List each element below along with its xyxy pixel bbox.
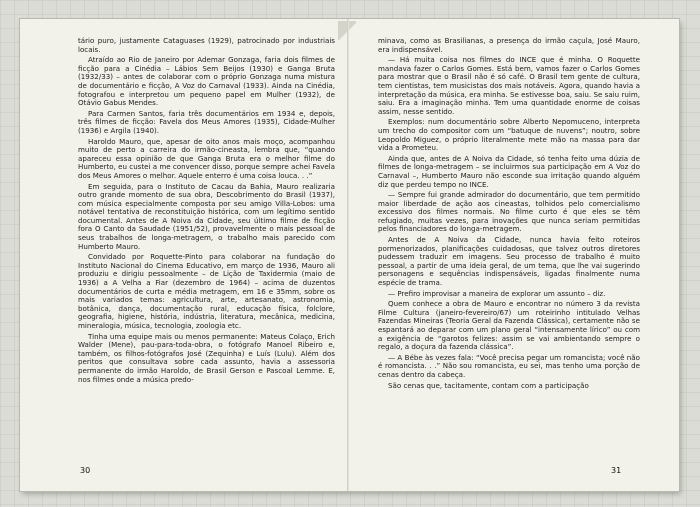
paragraph: Convidado por Roquette-Pinto para colaborar na fundação do Instituto Nacional do Cinema Educativo, em março de 1936, Mauro ali produziu e dirigiu pessoalmente – de Lição de Taxidermia (maio de 1936) a A Velha a Fiar (dezembro de 1964) – acima de duzentos documentários de curta e média metragem, em 16 e 35mm, sobre os mais variados temas: agricultura, arte, artesanato, astronomia, botânica, dança, documentação rural, educação física, folclore, geografia, higiene, história, indústria, literatura, mecânica, medicina, mineralogia, música, tecnologia, zoologia etc.: [78, 252, 335, 330]
left-page: [78, 37, 335, 477]
paragraph: — Há muita coisa nos filmes do INCE que é minha. O Roquette mandava fazer o Carlos Gomes. Está bem, vamos fazer o Carlos Gomes para mostrar que o Brasil não é só café. O Brasil tem gente de cultura, tem cientistas, tem musicistas dos mais notáveis. Agora, quando havia a interpretação da música, era minha. Se estivesse boa, saiu. Se saiu ruim, saiu. Era a imaginação minha. Tem uma quantidade enorme de coisas assim, nesse sentido.: [378, 55, 640, 116]
paragraph: — Sempre fui grande admirador do documentário, que tem permitido maior liberdade de ação aos cineastas, tolhidos pelo comercialismo excessivo dos filmes normais. No filme curto é que eles se têm refugiado, muitas vezes, para inovações que nunca seriam permitidas pelos financiadores do longa-metragem.: [378, 190, 640, 234]
paragraph: — Prefiro improvisar a maneira de explorar um assunto – diz.: [388, 288, 606, 298]
paragraph: São cenas que, tacitamente, contam com a participação: [388, 380, 589, 390]
page-number-left: 30: [80, 466, 91, 475]
paragraph: Atraído ao Rio de Janeiro por Ademar Gonzaga, faria dois filmes de ficção para a Cinédia – Lábios Sem Beijos (1930) e Ganga Bruta (1932/33) – antes de colaborar com o próprio Gonzaga numa mistura de documentário e ficção, A Voz do Carnaval (1933). Ainda na Cinédia, fotografou e interpretou um pequeno papel em Mulher (1932), de Otávio Gabus Mendes.: [78, 55, 335, 108]
paragraph: — A Bébe às vezes fala: “Você precisa pegar um romancista; você não é romancista. . .” Não sou romancista, eu sei, mas tenho uma porção de cenas dentro da cabeça.: [378, 352, 640, 379]
page-number-right: 31: [611, 466, 622, 475]
paragraph: tário puro, justamente Cataguases (1929), patrocinado por industriais locais.: [78, 37, 335, 54]
paragraph: Em seguida, para o Instituto de Cacau da Bahia, Mauro realizaria outro grande momento de sua obra, Descobrimento do Brasil (1937), com música especialmente composta por seu amigo Villa-Lobos: uma notável tentativa de reconstituição histórica, com um legítimo sentido documental. Antes de A Noiva da Cidade, seu último filme de ficção fora O Canto da Saudade (1951/52), provavelmente o mais pessoal de seus trabalhos de longa-metragem, o trabalho mais parecido com Humberto Mauro.: [78, 181, 335, 251]
paragraph: Ainda que, antes de A Noiva da Cidade, só tenha feito uma dúzia de filmes de longa-metragem – se incluirmos sua participação em A Voz do Carnaval –, Humberto Mauro não esconde sua irritação quando alguém diz que perdeu tempo no INCE.: [378, 153, 640, 189]
paragraph: Antes de A Noiva da Cidade, nunca havia feito roteiros pormenorizados, planificações cuidadosas, que talvez outros diretores pudessem traduzir em imagens. Seu processo de trabalho é muito pessoal, a partir de uma ideia geral, de um tema, que lhe vai sugerindo personagens e sequências indispensáveis, ligadas finalmente numa espécie de trama.: [378, 235, 640, 288]
right-page: [378, 37, 640, 477]
book-spread: [20, 19, 679, 491]
paragraph: Quem conhece a obra de Mauro e encontrar no número 3 da revista Filme Cultura (janeiro-fevereiro/67) um roteirinho intitulado Velhas Fazendas Mineiras (Teoria Geral da Fazenda Clássica), certamente não se espantará ao deparar com um plano geral “intensamente lírico” ou com a exigência de “garotos felizes: assim se vai ambientando sempre o regalo, a doçura da fazenda clássica”.: [378, 299, 640, 352]
paragraph: Tinha uma equipe mais ou menos permanente: Mateus Colaço, Erich Walder (Mene), pau-para-toda-obra, o fotógrafo Manoel Ribeiro e, também, os filhos-fotógrafos José (Zequinha) e Luís (Lulu). Além dos peritos que consultava sobre cada assunto, havia a assessoria permanente do irmão Haroldo, de Brasil Gerson e Pascoal Lemme. E, nos filmes onde a música predo-: [78, 331, 335, 384]
paragraph: Haroldo Mauro, que, apesar de oito anos mais moço, acompanhou muito de perto a carreira do irmão-cineasta, lembra que, “quando apareceu essa opinião de que Ganga Bruta era o melhor filme do Humberto, eu custei a me convencer disso, porque sempre achei Favela dos Meus Amores o melhor. Aquele enterro é uma coisa louca. . .”: [78, 136, 335, 180]
paragraph: minava, como as Brasilianas, a presença do irmão caçula, José Mauro, era indispensável.: [378, 37, 640, 54]
book-gutter: [347, 19, 349, 491]
paragraph: Exemplos: num documentário sobre Alberto Nepomuceno, interpreta um trecho do compositor com um “batuque de nuvens”; noutro, sobre Leopoldo Miguez, o próprio literalmente mete mão na massa para dar vida a Prometeu.: [378, 117, 640, 153]
paragraph: Para Carmen Santos, faria três documentários em 1934 e, depois, três filmes de ficção: Favela dos Meus Amores (1935), Cidade-Mulher (1936) e Argila (1940).: [78, 108, 335, 135]
